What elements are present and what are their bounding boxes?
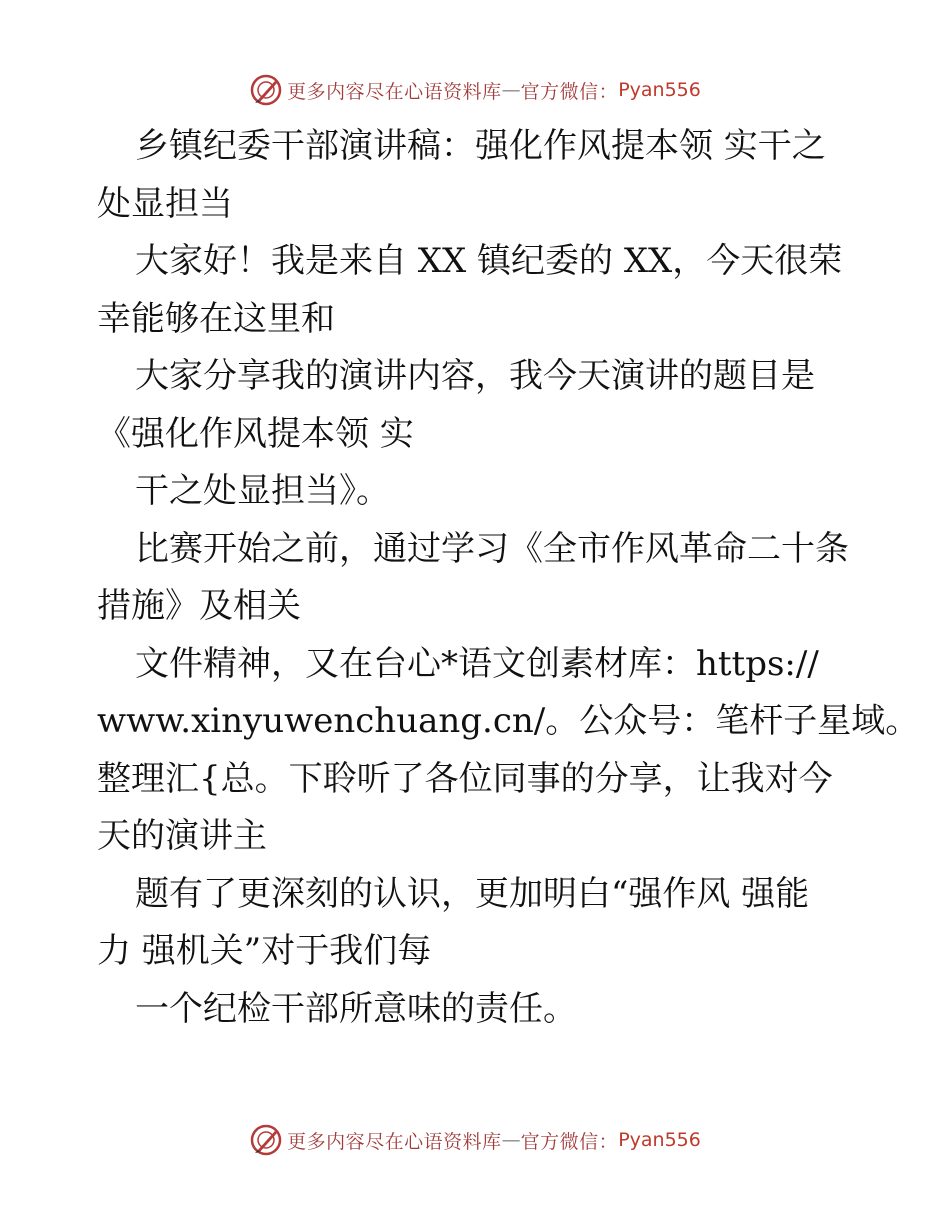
watermark-site-text: 更多内容尽在心语资料库 <box>287 1130 502 1153</box>
paragraph-line: 《强化作风提本领 实 <box>97 413 414 454</box>
paragraph-line: 干之处显担当》。 <box>135 471 390 511</box>
pen-logo-icon <box>249 73 283 107</box>
footer-watermark <box>0 1120 950 1160</box>
watermark-wechat-label: 官方微信： <box>520 80 619 103</box>
watermark-separator: — <box>501 1129 521 1151</box>
paragraph-line: 天的演讲主 <box>97 816 267 856</box>
paragraph-line: 力 强机关”对于我们每 <box>97 931 432 971</box>
paragraph-line: 比赛开始之前，通过学习《全市作风革命二十条 <box>135 528 849 569</box>
watermark-wechat-account: Pyan556 <box>618 1129 701 1151</box>
watermark-wechat-account: Pyan556 <box>618 79 701 101</box>
paragraph-line: 大家分享我的演讲内容，我今天演讲的题目是 <box>135 356 815 396</box>
pen-logo-icon <box>249 1123 283 1157</box>
paragraph-line: 题有了更深刻的认识，更加明白“强作风 强能 <box>135 873 810 914</box>
watermark-wechat-label: 官方微信： <box>520 1130 619 1153</box>
watermark-site-text: 更多内容尽在心语资料库 <box>287 80 502 103</box>
paragraph-line: 幸能够在这里和 <box>97 298 335 339</box>
title-line-2: 处显担当 <box>97 183 233 224</box>
watermark-separator: — <box>501 79 521 101</box>
paragraph-line: 整理汇{总。下聆听了各位同事的分享，让我对今 <box>97 758 833 799</box>
header-watermark <box>0 70 950 110</box>
paragraph-line: 大家好！我是来自 XX 镇纪委的 XX，今天很荣 <box>135 241 843 281</box>
paragraph-line: 措施》及相关 <box>97 586 301 626</box>
title-line-1: 乡镇纪委干部演讲稿：强化作风提本领 实干之 <box>135 126 826 166</box>
paragraph-line: 一个纪检干部所意味的责任。 <box>135 988 577 1029</box>
paragraph-line: www.xinyuwenchuang.cn/。公众号：笔杆子星域。 <box>97 701 920 741</box>
paragraph-line: 文件精神，又在台心*语文创素材库：https:// <box>135 643 819 684</box>
document-body <box>97 118 920 1038</box>
